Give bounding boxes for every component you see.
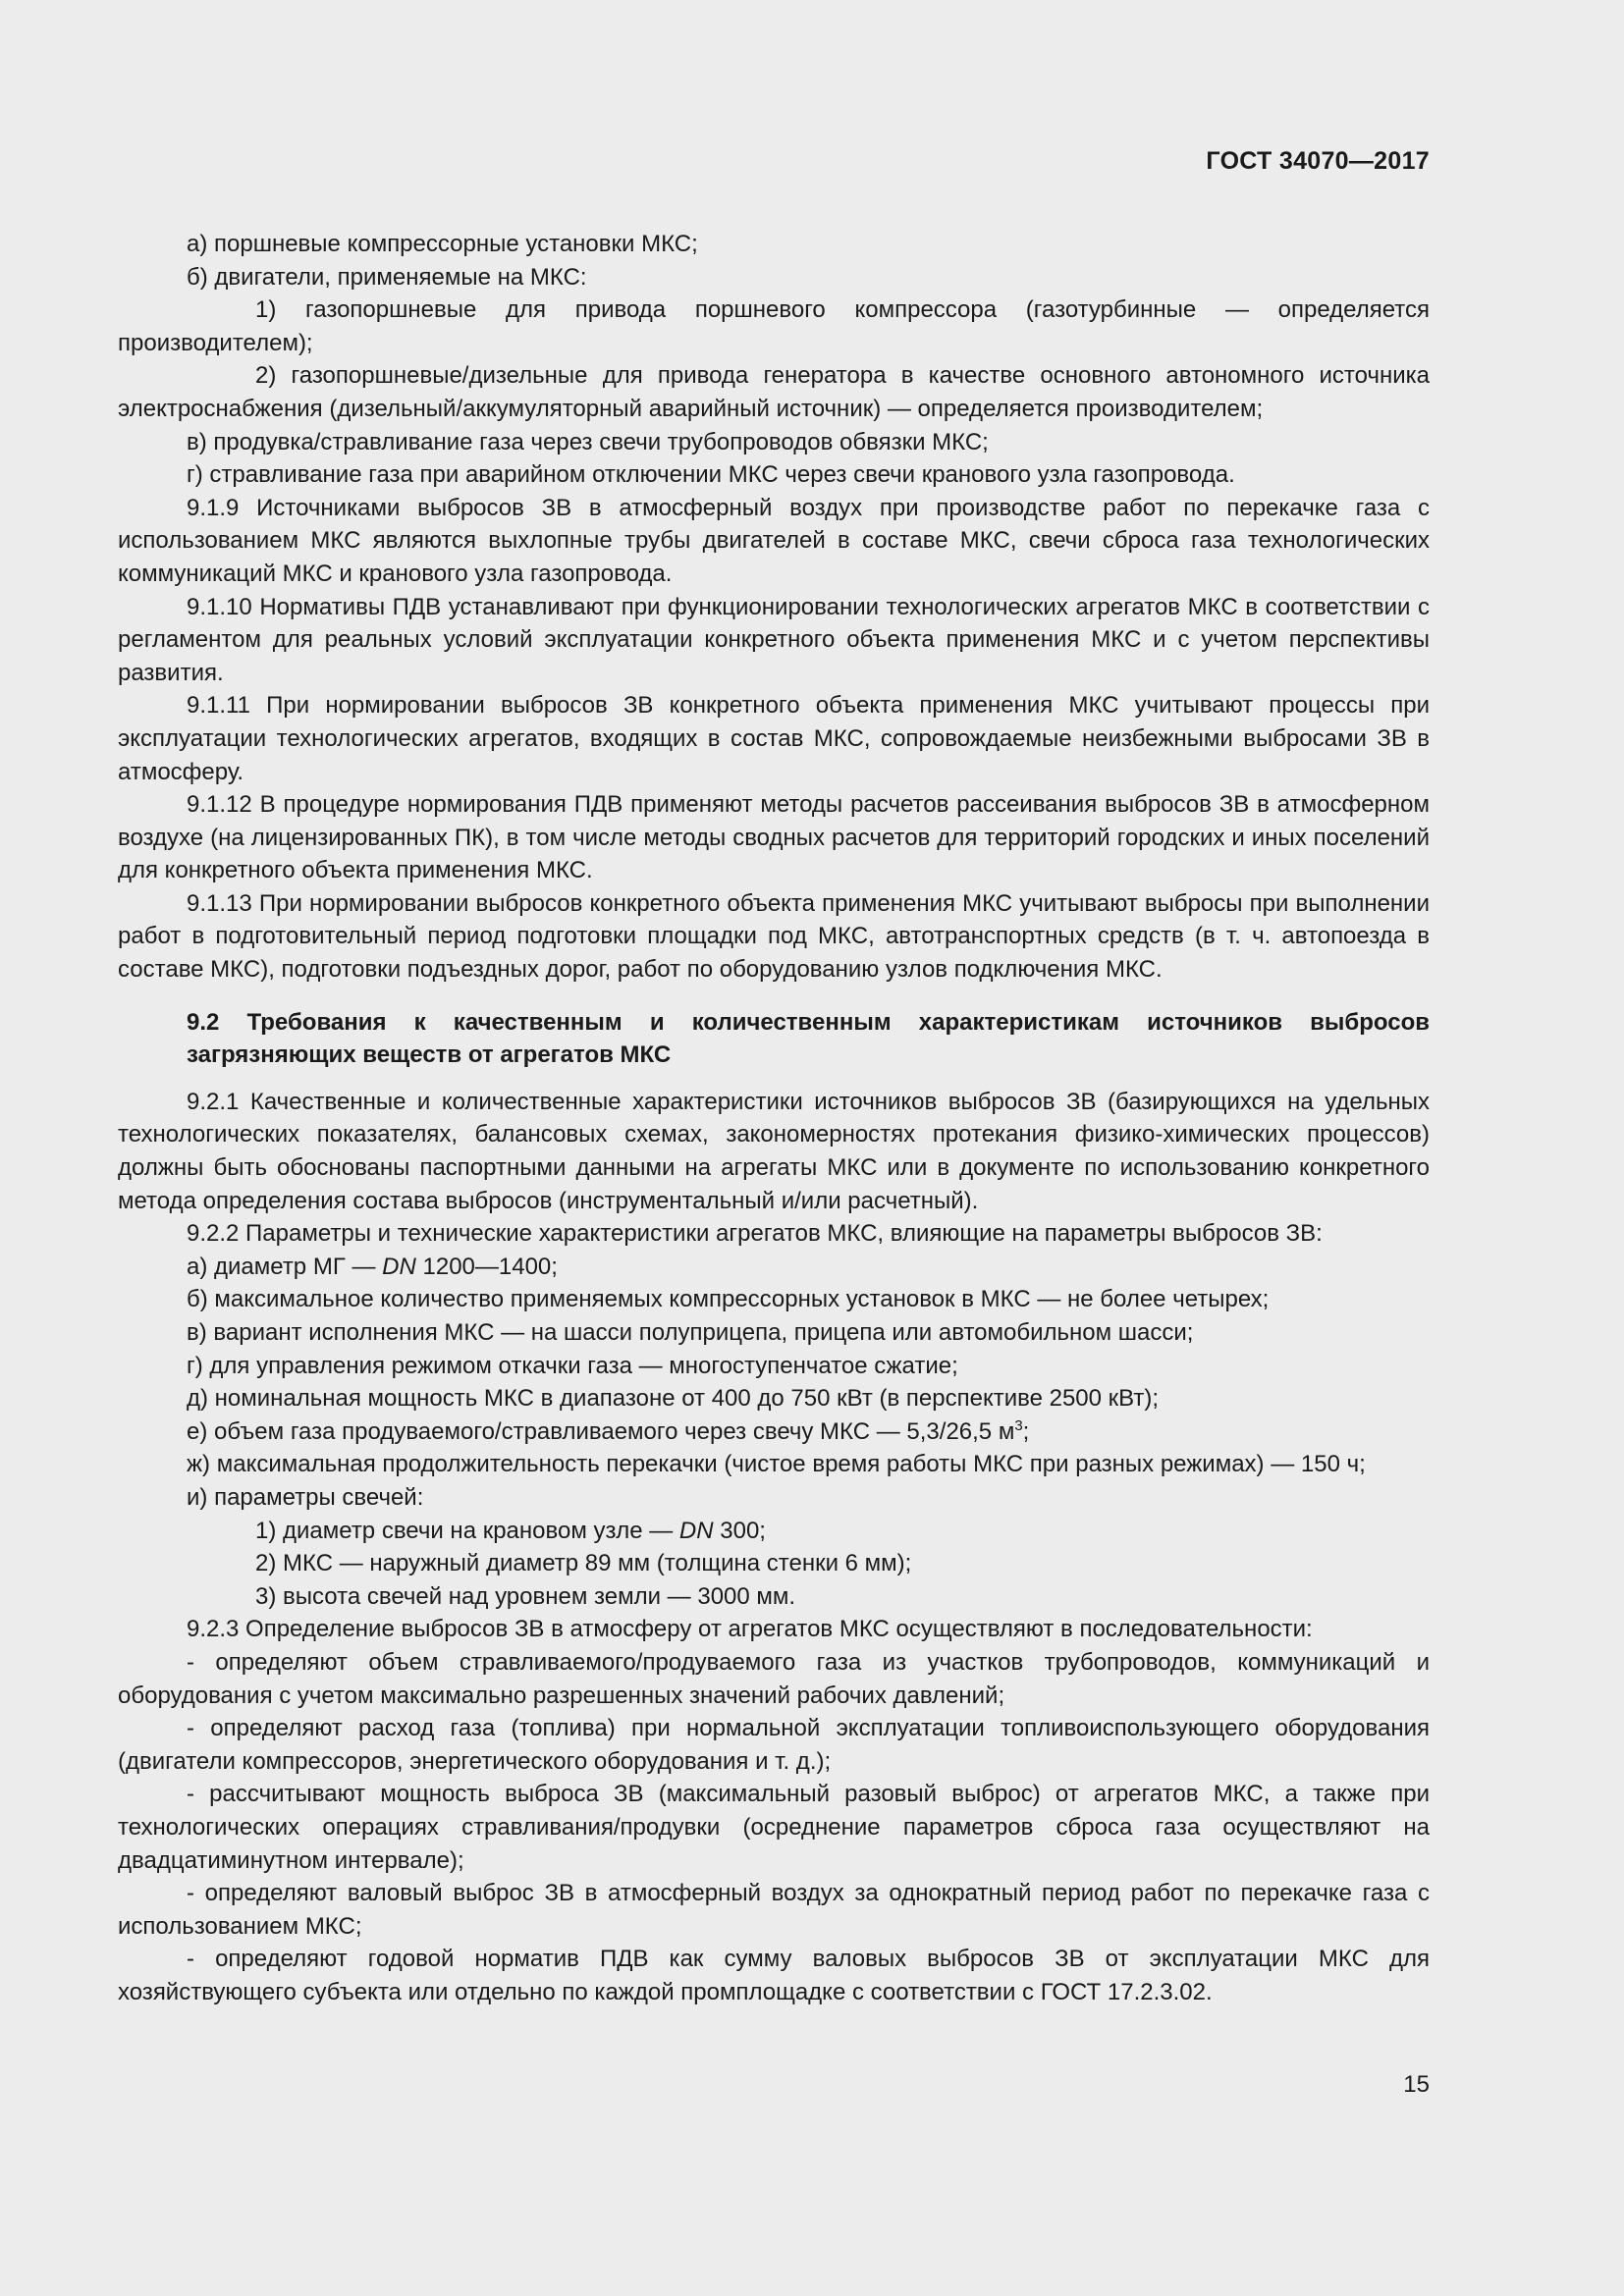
paragraph: 9.1.9 Источниками выбросов ЗВ в атмосферный воздух при производстве работ по перекачке газа с использованием МКС являются выхлопные трубы двигателей в составе МКС, свечи сброса газа технологических коммуникаций МКС и кранового узла газопровода.: [118, 494, 1430, 587]
sub-item-2: 2) МКС — наружный диаметр 89 мм (толщина стенки 6 мм);: [255, 1550, 912, 1577]
list-item-i: и) параметры свечей:: [187, 1483, 424, 1511]
list-item-v: в) вариант исполнения МКС — на шасси полуприцепа, прицепа или автомобильном шасси;: [187, 1319, 1194, 1346]
list-item-d: д) номинальная мощность МКС в диапазоне от 400 до 750 кВт (в перспективе 2500 кВт);: [187, 1385, 1160, 1413]
paragraph: а) поршневые компрессорные установки МКС;: [187, 231, 698, 257]
paragraph: б) двигатели, применяемые на МКС:: [187, 263, 587, 291]
paragraph: в) продувка/стравливание газа через свечи трубопроводов обвязки МКС;: [187, 428, 989, 455]
list-item-b: б) максимальное количество применяемых компрессорных установок в МКС — не более четырех;: [187, 1286, 1270, 1313]
paragraph: 9.1.12 В процедуре нормирования ПДВ применяют методы расчетов рассеивания выбросов ЗВ в атмосферном воздухе (на лицензированных ПК), в том числе методы сводных расчетов для территорий городских и иных поселений для конкретного объекта применения МКС.: [118, 791, 1430, 884]
page-number: 15: [1403, 2071, 1430, 2098]
list-item-e: е) объем газа продуваемого/стравливаемого через свечу МКС — 5,3/26,5 $м^3$;: [187, 1416, 1030, 1445]
clause-9-1-list: [118, 228, 1430, 987]
paragraph: 9.1.11 При нормировании выбросов ЗВ конкретного объекта применения МКС учитывают процессы при эксплуатации технологических агрегатов, входящих в состав МКС, сопровождаемые неизбежными выбросами ЗВ в атмосферу.: [118, 692, 1430, 785]
section-heading-9-2: 9.2 Требования к качественным и количественным характеристикам источников выбросов загрязняющих веществ от агрегатов МКС: [187, 1008, 1430, 1069]
paragraph: 9.1.13 При нормировании выбросов конкретного объекта применения МКС учитывают выбросы при выполнении работ в подготовительный период подготовки площадки под МКС, автотранспортных средств (в т. ч. автопоезда в составе МКС), подготовки подъездных дорог, работ по оборудованию узлов подключения МКС.: [118, 889, 1430, 984]
step-item: - определяют годовой норматив ПДВ как сумму валовых выбросов ЗВ от эксплуатации МКС для хозяйствующего субъекта или отдельно по каждой промплощадке с соответствии с ГОСТ 17.2.3.02.: [118, 1946, 1430, 2005]
list-item-a: а) диаметр МГ — DN 1200—1400;: [187, 1253, 558, 1280]
step-item: - определяют объем стравливаемого/продуваемого газа из участков трубопроводов, коммуникаций и оборудования с учетом максимально разрешенных значений рабочих давлений;: [118, 1648, 1430, 1709]
paragraph: 9.1.10 Нормативы ПДВ устанавливают при функционировании технологических агрегатов МКС в соответствии с регламентом для реальных условий эксплуатации конкретного объекта применения МКС и с учетом перспективы развития.: [118, 593, 1430, 686]
paragraph: 2) газопоршневые/дизельные для привода генератора в качестве основного автономного источника электроснабжения (дизельный/аккумуляторный аварийный источник) — определяется производителем;: [118, 362, 1430, 422]
step-item: - определяют расход газа (топлива) при нормальной эксплуатации топливоиспользующего оборудования (двигатели компрессоров, энергетического оборудования и т. д.);: [118, 1715, 1430, 1775]
paragraph-9-2-2: 9.2.2 Параметры и технические характеристики агрегатов МКС, влияющие на параметры выбросов ЗВ:: [187, 1220, 1323, 1248]
list-item-g: г) для управления режимом откачки газа — многоступенчатое сжатие;: [187, 1352, 958, 1379]
sub-item-1: 1) диаметр свечи на крановом узле — DN 300;: [255, 1517, 766, 1544]
paragraph: 1) газопоршневые для привода поршневого компрессора (газотурбинные — определяется производителем);: [118, 296, 1430, 356]
step-item: - определяют валовый выброс ЗВ в атмосферный воздух за однократный период работ по перекачке газа с использованием МКС;: [118, 1880, 1430, 1940]
document-code-header: ГОСТ 34070—2017: [1206, 147, 1430, 175]
paragraph-9-2-3: 9.2.3 Определение выбросов ЗВ в атмосферу от агрегатов МКС осуществляют в последовательности:: [187, 1616, 1313, 1643]
dn-symbol: DN: [678, 1517, 714, 1544]
page-body: [118, 228, 1430, 2008]
dn-symbol: DN: [382, 1253, 416, 1280]
step-item: - рассчитывают мощность выброса ЗВ (максимальный разовый выброс) от агрегатов МКС, а также при технологических операциях стравливания/продувки (осреднение параметров сброса газа осуществляют на двадцатиминутном интервале);: [118, 1781, 1430, 1874]
sub-item-3: 3) высота свечей над уровнем земли — 3000 мм.: [255, 1582, 796, 1610]
list-item-zh: ж) максимальная продолжительность перекачки (чистое время работы МКС при разных режимах) — 150 ч;: [187, 1451, 1366, 1478]
paragraph-9-2-1: 9.2.1 Качественные и количественные характеристики источников выбросов ЗВ (базирующихся на удельных технологических показателях, балансовых схемах, закономерностях протекания физико-химических процессов) должны быть обоснованы паспортными данными на агрегаты МКС или в документе по использованию конкретного метода определения состава выбросов (инструментальный и/или расчетный).: [118, 1088, 1430, 1214]
paragraph: г) стравливание газа при аварийном отключении МКС через свечи кранового узла газопровода.: [187, 461, 1235, 489]
